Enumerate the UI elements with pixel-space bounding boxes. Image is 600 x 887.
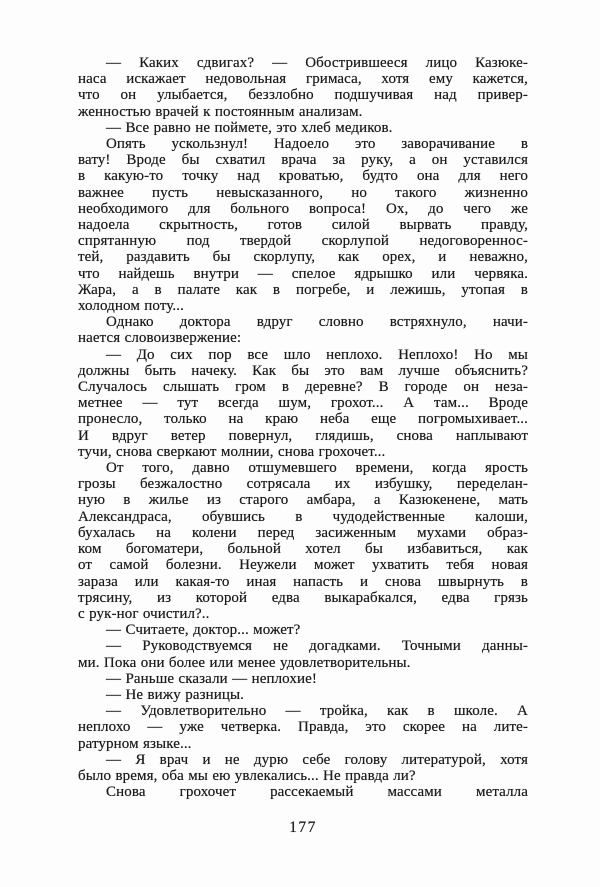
text-line: было время, оба мы ею увлекались... Не правда ли?	[78, 767, 416, 784]
text-line: ком богоматери, больной хотел бы избавиться, как	[78, 541, 528, 558]
paragraph	[78, 671, 528, 687]
text-line: ми. Пока они более или менее удовлетворительны.	[78, 654, 411, 671]
paragraph	[78, 347, 528, 460]
text-line: ную в жилье из старого амбара, а Казюкенене, мать	[78, 492, 528, 509]
paragraph	[78, 752, 528, 784]
text-line: холодном поту...	[78, 298, 184, 315]
text-line: важнее пусть невысказанного, но такого жизненно	[78, 184, 528, 201]
text-line: пронесло, только на краю неба еще погромыхивает...	[78, 411, 528, 428]
page-number: 177	[289, 819, 317, 836]
text-line: — Считаете, доктор... может?	[106, 622, 301, 639]
text-line: метнее — тут всегда шум, грохот... А там... Вроде	[78, 395, 528, 412]
text-line: неплохо — уже четверка. Правда, это скорее на лите-	[78, 719, 528, 736]
text-line: — Раньше сказали — неплохие!	[106, 670, 317, 687]
text-line: Жара, а в палате как в погребе, и лежишь, утопая в	[78, 281, 528, 298]
text-line: надоела скрытность, готов силой вырвать правду,	[78, 217, 528, 234]
text-line: Опять ускользнул! Надоело это заворачивание в	[106, 136, 528, 153]
paragraph	[78, 460, 528, 622]
text-line: — Я врач и не дурю себе голову литературой, хотя	[106, 751, 528, 768]
paragraph	[78, 703, 528, 752]
text-line: должны быть начеку. Как бы это вам лучше объяснить?	[78, 362, 528, 379]
text-line: в какую-то точку над кроватью, будто она для него	[78, 168, 528, 185]
text-line: вату! Вроде бы схватил врача за руку, а он уставился	[78, 152, 528, 169]
text-line: — Руководствуемся не догадками. Точными данны-	[106, 638, 528, 655]
paragraph	[78, 687, 528, 703]
text-line: Снова грохочет рассекаемый массами металла	[106, 784, 528, 801]
text-line: женностью врачей к постоянным анализам.	[78, 103, 363, 120]
text-line: трясину, из которой едва выкарабкался, едва грязь	[78, 589, 528, 606]
text-line: От того, давно отшумевшего времени, когда ярость	[106, 460, 528, 477]
text-line: И вдруг ветер повернул, глядишь, снова наплывают	[78, 427, 528, 444]
text-line: — Все равно не поймете, это хлеб медиков.	[106, 119, 393, 136]
text-line: — Не вижу разницы.	[106, 686, 245, 703]
paragraph	[78, 314, 528, 346]
body-text	[78, 55, 528, 800]
text-line: — Удовлетворительно — тройка, как в школе. А	[106, 703, 528, 720]
paragraph	[78, 784, 528, 800]
text-line: необходимого для больного вопроса! Ох, до чего же	[78, 200, 528, 217]
text-line: наса искажает недовольная гримаса, хотя ему кажется,	[78, 71, 528, 88]
text-line: бухалась на колени перед засиженным мухами образ-	[78, 524, 528, 541]
paragraph	[78, 136, 528, 314]
text-line: Однако доктора вдруг словно встряхнуло, начи-	[106, 314, 528, 331]
paragraph	[78, 55, 528, 120]
text-line: тей, раздавить бы скорлупу, как орех, и неважно,	[78, 249, 528, 266]
text-line: что он улыбается, беззлобно подшучивая над привер-	[78, 87, 528, 104]
text-line: ратурном языке...	[78, 735, 192, 752]
text-line: — До сих пор все шло неплохо. Неплохо! Но мы	[106, 346, 528, 363]
text-line: от самой болезни. Неужели может ухватить тебя новая	[78, 557, 528, 574]
paragraph	[78, 622, 528, 638]
text-line: спрятанную под твердой скорлупой недоговореннос-	[78, 233, 528, 250]
text-line: что найдешь внутри — спелое ядрышко или червяка.	[78, 265, 528, 282]
text-line: с рук-ног очистил?..	[78, 605, 210, 622]
text-line: — Каких сдвигах? — Обострившееся лицо Казюке-	[106, 55, 528, 71]
text-line: грозы безжалостно сотрясала их избушку, переделан-	[78, 476, 528, 493]
text-line: нается словоизвержение:	[78, 330, 242, 347]
text-line: Случалось слышать гром в деревне? В городе он неза-	[78, 379, 528, 396]
text-line: Александраса, обувшись в чудодейственные калоши,	[78, 508, 528, 525]
paragraph	[78, 120, 528, 136]
paragraph	[78, 638, 528, 670]
text-line: зараза или какая-то иная напасть и снова швырнуть в	[78, 573, 528, 590]
text-line: тучи, снова сверкают молнии, снова грохочет...	[78, 443, 386, 460]
